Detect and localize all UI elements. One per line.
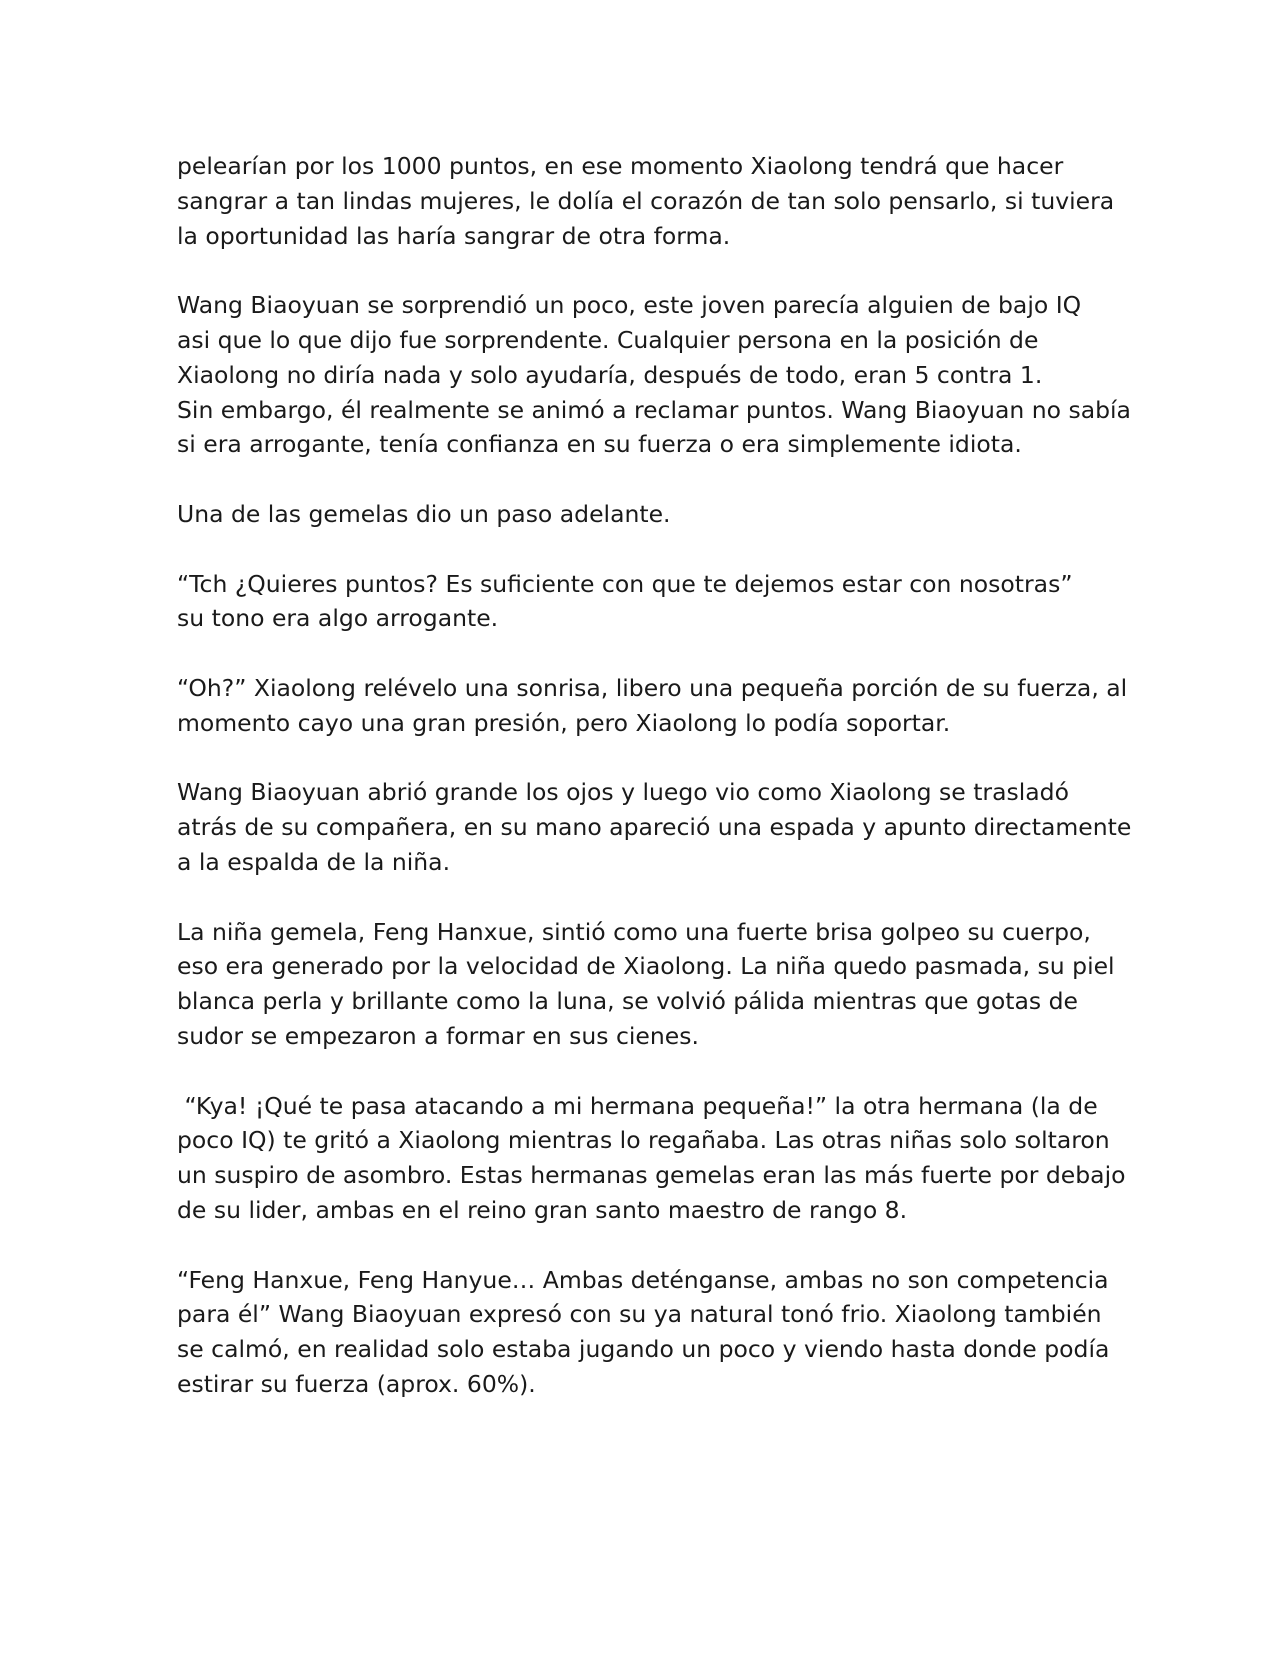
text-line: se calmó, en realidad solo estaba jugando un poco y viendo hasta donde podía bbox=[177, 1335, 1110, 1364]
text-line: para él” Wang Biaoyuan expresó con su ya natural tonó frio. Xiaolong también bbox=[177, 1300, 1102, 1329]
text-line: Sin embargo, él realmente se animó a reclamar puntos. Wang Biaoyuan no sabía bbox=[177, 395, 1131, 424]
text-line: poco IQ) te gritó a Xiaolong mientras lo regañaba. Las otras niñas solo soltaron bbox=[177, 1126, 1110, 1155]
paragraph-8 bbox=[177, 1089, 1126, 1228]
text-line: pelearían por los 1000 puntos, en ese momento Xiaolong tendrá que hacer bbox=[177, 152, 1064, 180]
paragraph-1 bbox=[177, 149, 1115, 253]
paragraph-3 bbox=[177, 497, 1107, 532]
text-line: si era arrogante, tenía confianza en su fuerza o era simplemente idiota. bbox=[177, 430, 1022, 459]
text-line: atrás de su compañera, en su mano apareció una espada y apunto directamente bbox=[177, 813, 1132, 842]
text-line: blanca perla y brillante como la luna, se volvió pálida mientras que gotas de bbox=[177, 987, 1078, 1016]
paragraph-9 bbox=[177, 1263, 1110, 1402]
text-line: su tono era algo arrogante. bbox=[177, 604, 499, 633]
text-line: la oportunidad las haría sangrar de otra forma. bbox=[177, 221, 731, 250]
paragraph-7 bbox=[177, 915, 1115, 1054]
text-line: Wang Biaoyuan se sorprendió un poco, este joven parecía alguien de bajo IQ bbox=[177, 291, 1082, 320]
text-line: estirar su fuerza (aprox. 60%). bbox=[177, 1369, 536, 1398]
paragraph-2 bbox=[177, 288, 1131, 462]
text-line: un suspiro de asombro. Estas hermanas gemelas eran las más fuerte por debajo bbox=[177, 1161, 1126, 1190]
text-line: “Tch ¿Quieres puntos? Es suficiente con que te dejemos estar con nosotras” bbox=[177, 569, 1073, 598]
paragraph-5 bbox=[177, 671, 1128, 741]
text-line: “Feng Hanxue, Feng Hanyue… Ambas deténganse, ambas no son competencia bbox=[177, 1265, 1109, 1294]
text-line: momento cayo una gran presión, pero Xiaolong lo podía soportar. bbox=[177, 708, 951, 737]
text-line: Xiaolong no diría nada y solo ayudaría, después de todo, eran 5 contra 1. bbox=[177, 360, 1043, 389]
document-body bbox=[177, 149, 1132, 1402]
text-line: de su lider, ambas en el reino gran santo maestro de rango 8. bbox=[177, 1195, 908, 1224]
text-line: Wang Biaoyuan abrió grande los ojos y luego vio como Xiaolong se trasladó bbox=[177, 778, 1069, 807]
text-line: Una de las gemelas dio un paso adelante. bbox=[177, 499, 671, 528]
text-line: a la espalda de la niña. bbox=[177, 847, 451, 876]
paragraph-6 bbox=[177, 775, 1132, 879]
text-line: “Oh?” Xiaolong relévelo una sonrisa, libero una pequeña porción de su fuerza, al bbox=[177, 673, 1128, 702]
text-line: sangrar a tan lindas mujeres, le dolía el corazón de tan solo pensarlo, si tuviera bbox=[177, 186, 1115, 215]
text-line: asi que lo que dijo fue sorprendente. Cualquier persona en la posición de bbox=[177, 325, 1039, 354]
text-line: eso era generado por la velocidad de Xiaolong. La niña quedo pasmada, su piel bbox=[177, 952, 1115, 981]
paragraph-4 bbox=[177, 567, 1107, 637]
text-line: sudor se empezaron a formar en sus cienes. bbox=[177, 1021, 699, 1050]
text-line: La niña gemela, Feng Hanxue, sintió como una fuerte brisa golpeo su cuerpo, bbox=[177, 917, 1091, 946]
text-line: “Kya! ¡Qué te pasa atacando a mi hermana pequeña!” la otra hermana (la de bbox=[177, 1091, 1098, 1120]
